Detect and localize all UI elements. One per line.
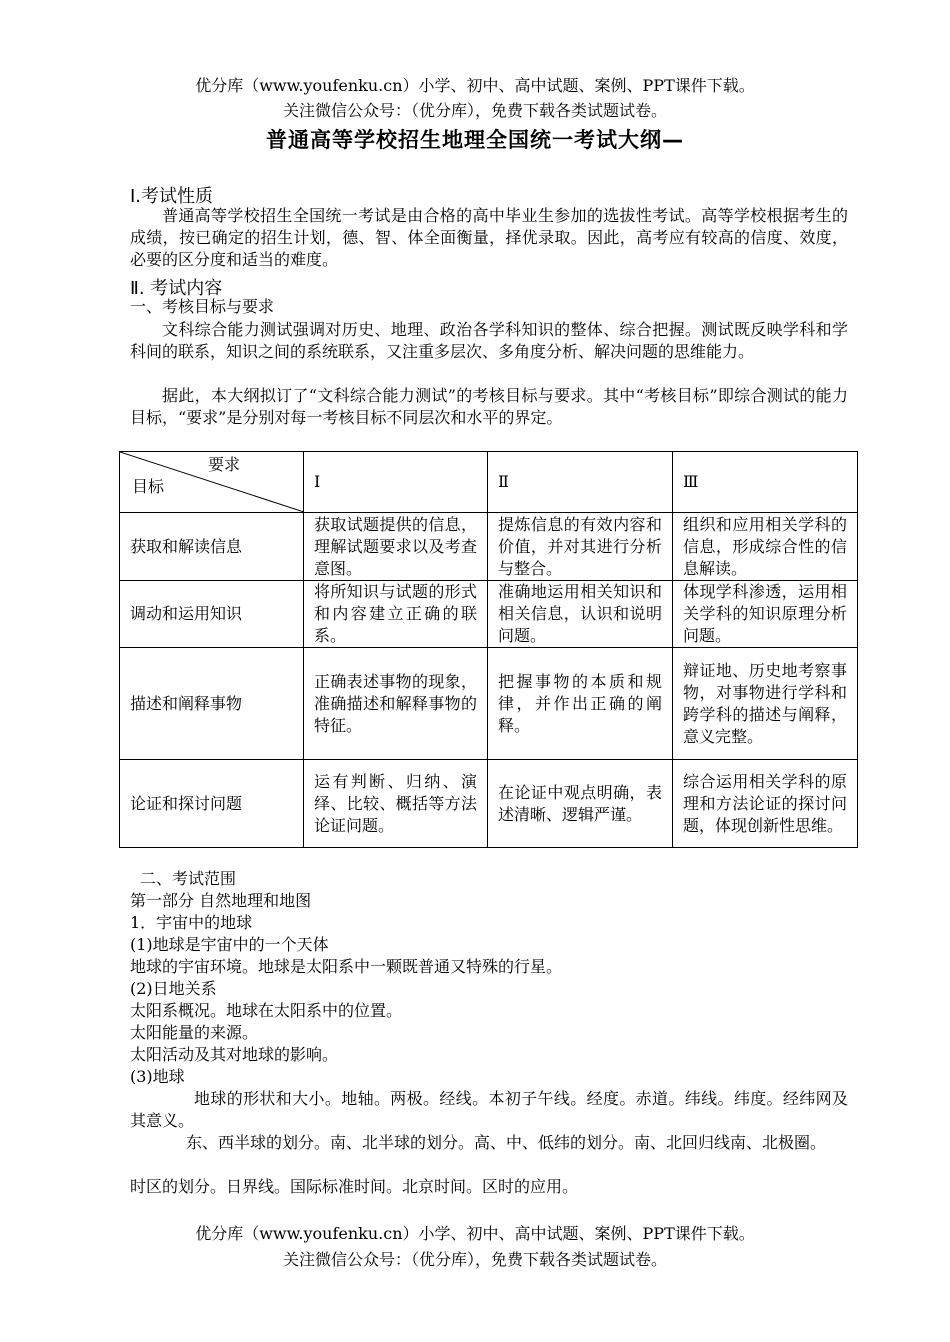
table-goal-cell: 调动和运用知识 [120,581,304,648]
section-heading-nature: Ⅰ.考试性质 [130,186,214,207]
scope-heading: 二、考试范围 [140,869,237,888]
table-goal-cell: 获取和解读信息 [120,513,304,581]
earth-paragraph-2: 东、西半球的划分。南、北半球的划分。高、中、低纬的划分。南、北回归线南、北极圈。 [186,1133,827,1152]
header-line-1: 优分库（www.youfenku.cn）小学、初中、高中试题、案例、PPT课件下载。 [195,76,755,95]
table-row [120,581,858,648]
body-line: 地球的宇宙环境。地球是太阳系中一颗既普通又特殊的行星。 [130,957,563,976]
table-cell: 将所知识与试题的形式和内容建立正确的联系。 [304,581,488,648]
table-cell: 运有判断、归纳、演绎、比较、概括等方法论证问题。 [304,760,488,848]
table-row [120,760,858,848]
subsection-heading: (3)地球 [130,1067,185,1086]
table-header-row [120,452,858,513]
table-row [120,648,858,760]
page-title: 普通高等学校招生地理全国统一考试大纲— [266,128,684,152]
table-cell: 体现学科渗透，运用相关学科的知识原理分析问题。 [673,581,858,648]
table-cell: 在论证中观点明确，表述清晰、逻辑严谨。 [488,760,673,848]
goals-paragraph-1: 文科综合能力测试强调对历史、地理、政治各学科知识的整体、综合把握。测试既反映学科和学科间的联系，知识之间的系统联系，又注重多层次、多角度分析、解决问题的思维能力。 [130,320,848,361]
section-heading-content: Ⅱ. 考试内容 [130,278,223,299]
subheading-goals: 一、考核目标与要求 [130,297,275,316]
corner-label-requirement: 要求 [208,455,241,474]
corner-label-goal: 目标 [132,477,165,496]
table-goal-cell: 论证和探讨问题 [120,760,304,848]
table-cell: 综合运用相关学科的原理和方法论证的探讨问题，体现创新性思维。 [673,760,858,848]
table-cell: 把握事物的本质和规律，并作出正确的阐释。 [488,648,673,760]
table-cell: 准确地运用相关知识和相关信息，认识和说明问题。 [488,581,673,648]
header-line-2: 关注微信公众号：（优分库），免费下载各类试题试卷。 [282,101,667,120]
subsection-heading: (1)地球是宇宙中的一个天体 [130,935,329,954]
footer-line-1: 优分库（www.youfenku.cn）小学、初中、高中试题、案例、PPT课件下载。 [195,1224,755,1243]
nature-paragraph: 普通高等学校招生全国统一考试是由合格的高中毕业生参加的选拔性考试。高等学校根据考生的成绩，按已确定的招生计划，德、智、体全面衡量，择优录取。因此，高考应有较高的信度、效度，必要的区分度和适当的难度。 [130,206,848,269]
table-cell: 组织和应用相关学科的信息，形成综合性的信息解读。 [673,513,858,581]
table-corner-cell [120,452,304,513]
chapter-heading: 1．宇宙中的地球 [130,913,253,932]
table-header-level: Ⅰ [304,452,488,513]
body-line: 太阳活动及其对地球的影响。 [130,1045,339,1064]
table-cell: 获取试题提供的信息，理解试题要求以及考查意图。 [304,513,488,581]
footer-line-2: 关注微信公众号：（优分库），免费下载各类试题试卷。 [282,1250,667,1269]
table-header-level: Ⅱ [488,452,673,513]
table-goal-cell: 描述和阐释事物 [120,648,304,760]
part-heading: 第一部分 自然地理和地图 [130,891,312,910]
table-cell: 正确表述事物的现象，准确描述和解释事物的特征。 [304,648,488,760]
goals-paragraph-2: 据此，本大纲拟订了“文科综合能力测试”的考核目标与要求。其中“考核目标”即综合测试的能力目标，“要求”是分别对每一考核目标不同层次和水平的界定。 [130,386,848,427]
subsection-heading: (2)日地关系 [130,979,217,998]
earth-paragraph-1: 地球的形状和大小。地轴。两极。经线。本初子午线。经度。赤道。纬线。纬度。经纬网及其意义。 [130,1089,848,1130]
table-cell: 提炼信息的有效内容和价值，并对其进行分析与整合。 [488,513,673,581]
requirements-table [119,451,858,848]
body-line: 太阳能量的来源。 [130,1023,259,1042]
table-header-level: Ⅲ [673,452,858,513]
table-cell: 辩证地、历史地考察事物，对事物进行学科和跨学科的描述与阐释，意义完整。 [673,648,858,760]
body-line: 时区的划分。日界线。国际标准时间。北京时间。区时的应用。 [130,1177,579,1196]
table-row [120,513,858,581]
body-line: 太阳系概况。地球在太阳系中的位置。 [130,1001,403,1020]
